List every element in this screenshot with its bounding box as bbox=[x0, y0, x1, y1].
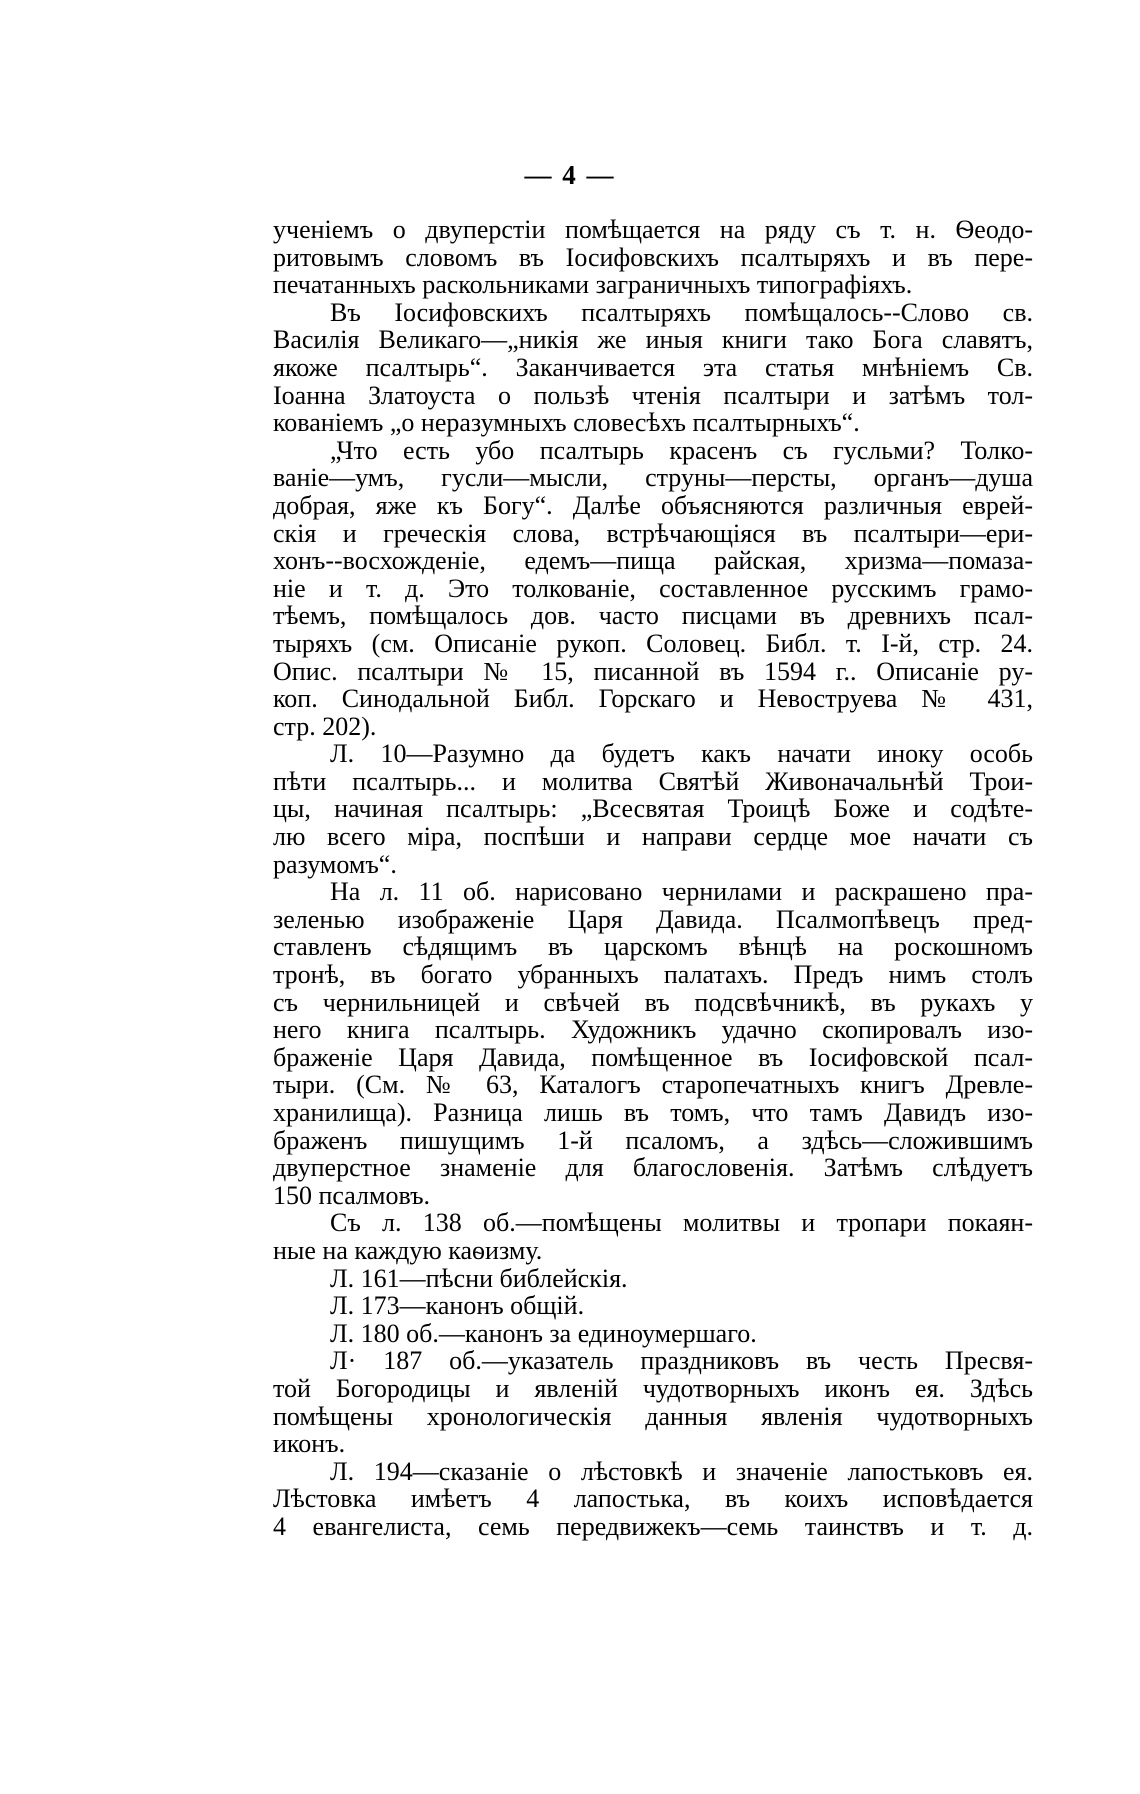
text-line: коп. Синодальной Библ. Горскаго и Невоструева № 431, bbox=[273, 684, 1033, 714]
text-line: него книга псалтырь. Художникъ удачно скопировалъ изо- bbox=[273, 1015, 1033, 1045]
text-line: „Что есть убо псалтырь красенъ съ гусльми? Толко- bbox=[330, 435, 1033, 465]
text-line: На л. 11 об. нарисовано чернилами и раскрашено пра- bbox=[330, 877, 1033, 907]
text-line: 4 евангелиста, семь передвижекъ—семь таинствъ и т. д. bbox=[273, 1511, 1033, 1541]
text-line: печатанныхъ раскольниками заграничныхъ типографіяхъ. bbox=[273, 270, 913, 300]
text-line: Л. 173—канонъ общій. bbox=[330, 1291, 585, 1321]
text-line: иконъ. bbox=[273, 1429, 346, 1459]
text-line: хранилища). Разница лишь въ томъ, что тамъ Давидъ изо- bbox=[273, 1098, 1033, 1127]
text-line: хонъ--восхожденіе, едемъ—пища райская, хризма—помаза- bbox=[273, 546, 1033, 576]
text-line: якоже псалтырь“. Заканчивается эта статья мнѣніемъ Св. bbox=[273, 352, 1033, 382]
text-line: ставленъ сѣдящимъ въ царскомъ вѣнцѣ на роскошномъ bbox=[273, 932, 1033, 962]
text-line: лю всего міра, поспѣши и направи сердце мое начати съ bbox=[273, 822, 1033, 852]
text-line: ніе и т. д. Это толкованіе, составленное русскимъ грамо- bbox=[273, 573, 1033, 603]
text-line: Василія Великаго—„никія же иныя книги тако Бога славятъ, bbox=[273, 325, 1033, 355]
text-line: ритовымъ словомъ въ Іосифовскихъ псалтыряхъ и въ пере- bbox=[273, 242, 1033, 272]
text-line: Въ Іосифовскихъ псалтыряхъ помѣщалось--Слово св. bbox=[330, 297, 1033, 327]
text-line: разумомъ“. bbox=[273, 849, 397, 879]
text-line: Опис. псалтыри № 15, писанной въ 1594 г.. Описаніе ру- bbox=[273, 656, 1033, 686]
text-line: Л. 180 об.—канонъ за единоумершаго. bbox=[330, 1318, 757, 1348]
text-line: браженіе Царя Давида, помѣщенное въ Іосифовской псал- bbox=[273, 1042, 1033, 1072]
text-line: зеленью изображеніе Царя Давида. Псалмопѣвецъ пред- bbox=[273, 904, 1033, 934]
page-number: — 4 — bbox=[524, 160, 616, 190]
text-line: кованіемъ „о неразумныхъ словесѣхъ псалтырныхъ“. bbox=[273, 408, 860, 438]
text-line: тыри. (См. № 63, Каталогъ старопечатныхъ книгъ Древле- bbox=[273, 1070, 1033, 1100]
text-line: Л. 161—пѣсни библейскія. bbox=[330, 1263, 628, 1293]
text-line: стр. 202). bbox=[273, 711, 377, 741]
text-line: тронѣ, въ богато убранныхъ палатахъ. Предъ нимъ столъ bbox=[273, 960, 1033, 990]
text-line: Л. 10—Разумно да будетъ какъ начати иноку особь bbox=[330, 739, 1033, 769]
text-line: скія и греческія слова, встрѣчающіяся въ псалтыри—ери- bbox=[273, 518, 1033, 548]
text-line: 150 псалмовъ. bbox=[273, 1180, 431, 1210]
text-line: двуперстное знаменіе для благословенія. Затѣмъ слѣдуетъ bbox=[273, 1153, 1033, 1183]
text-line: добрая, яже къ Богу“. Далѣе объясняются различныя еврей- bbox=[273, 490, 1033, 520]
text-line: браженъ пишущимъ 1-й псаломъ, а здѣсь—сложившимъ bbox=[273, 1125, 1033, 1155]
text-line: Іоанна Златоуста о пользѣ чтенія псалтыри и затѣмъ тол- bbox=[273, 380, 1033, 410]
text-line: Лѣстовка имѣетъ 4 лапостька, въ коихъ исповѣдается bbox=[273, 1484, 1033, 1514]
text-line: Л. 194—сказаніе о лѣстовкѣ и значеніе лапостьковъ ея. bbox=[330, 1456, 1033, 1486]
text-line: ные на каждую каѳизму. bbox=[273, 1235, 543, 1265]
text-line: ученіемъ о двуперстіи помѣщается на ряду съ т. н. Ѳеодо- bbox=[273, 215, 1033, 244]
text-line: Л· 187 об.—указатель праздниковъ въ честь Пресвя- bbox=[330, 1346, 1033, 1376]
text-line: цы, начиная псалтырь: „Всесвятая Троицѣ Боже и содѣте- bbox=[273, 794, 1033, 824]
text-line: той Богородицы и явленій чудотворныхъ иконъ ея. Здѣсь bbox=[273, 1373, 1033, 1403]
text-line: Съ л. 138 об.—помѣщены молитвы и тропари покаян- bbox=[330, 1208, 1033, 1238]
text-line: ваніе—умъ, гусли—мысли, струны—персты, органъ—душа bbox=[273, 463, 1033, 493]
text-line: съ чернильницей и свѣчей въ подсвѣчникѣ, въ рукахъ у bbox=[273, 987, 1033, 1017]
text-line: тѣемъ, помѣщалось дов. часто писцами въ древнихъ псал- bbox=[273, 601, 1033, 631]
body-text bbox=[273, 216, 1033, 1541]
text-line: помѣщены хронологическія данныя явленія чудотворныхъ bbox=[273, 1401, 1033, 1431]
text-line: пѣти псалтырь... и молитва Святѣй Живоначальнѣй Трои- bbox=[273, 766, 1033, 796]
text-line: тыряхъ (см. Описаніе рукоп. Соловец. Библ. т. І-й, стр. 24. bbox=[273, 628, 1033, 658]
